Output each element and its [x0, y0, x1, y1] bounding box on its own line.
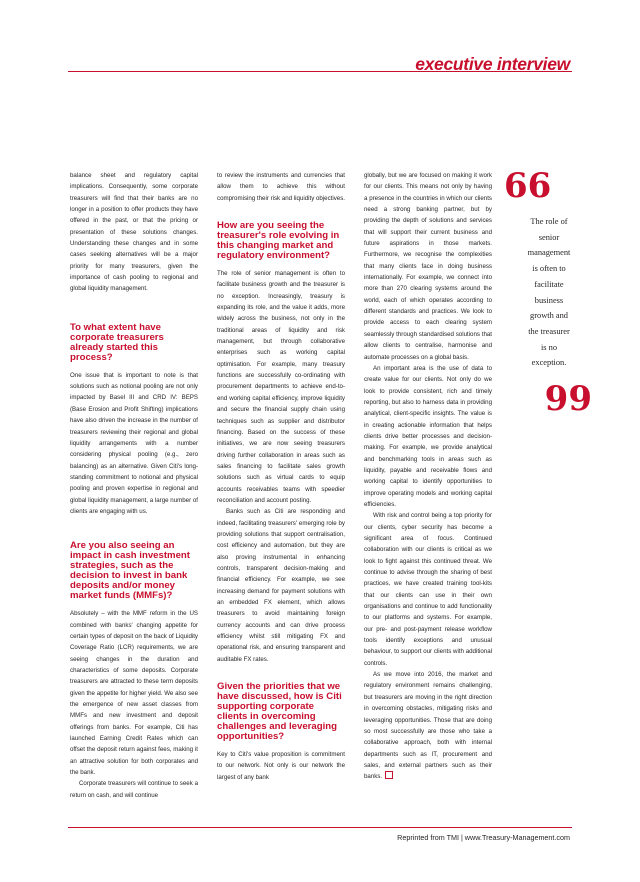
pull-quote-line: facilitate	[534, 279, 564, 289]
paragraph: Corporate treasurers will continue to seek a return on cash, and will continue	[70, 780, 198, 799]
footer-credit: Reprinted from TMI | www.Treasury-Management.com	[397, 833, 570, 842]
question-heading: To what extent have corporate treasurers already started this process?	[70, 321, 164, 363]
end-of-article-square-icon	[385, 771, 393, 779]
paragraph: Key to Citi's value proposition is commitment to our network. Not only is our network the largest of any bank	[217, 751, 345, 781]
paragraph: Banks such as Citi are responding and indeed, facilitating treasurers' emerging role by providing solutions that support centralisation, cost efficiency and automation, but they are also proving instrumental in enhancing controls, transparent decision-making and financial efficiency. For example, we see increasing demand for payment solutions with an embedded FX element, which allows treasurers to avoid maintaining foreign currency accounts and can drive process efficiency whilst still mitigating FX and operational risk, and ensuring transparent and auditable FX rates.	[217, 508, 345, 663]
paragraph: Absolutely – with the MMF reform in the US combined with banks' changing appetite for certain types of deposit on the back of Liquidity Coverage Ratio (LCR) requirements, we are seeing changes in the duration and characteristics of some deposits. Corporate treasurers are attracted to these term deposits given the appetite for higher yield. We also see the emergence of new asset classes from MMFs and new investment and deposit offerings from banks. For example, Citi has launched Earning Credit Rates which can offset the deposit return against fees, making it an attractive solution for both corporates and the bank.	[70, 610, 198, 777]
question-heading: How are you seeing the treasurer's role evolving in this changing market and regulatory environment?	[217, 220, 340, 262]
paragraph: The role of senior management is often to facilitate business growth and the treasurer is no exception. Increasingly, treasury is expanding its role, and the value it adds, more widely across the business, not only in the traditional areas of liquidity and risk management, but through collaborative enterprises such as working capital optimisation. For example, many treasury functions are successfully co-ordinating with procurement departments to achieve end-to-end working capital efficiency, improve liquidity and secure the financial supply chain using techniques such as supplier and distributor financing. Based on the success of these initiatives, we are now seeing treasurers driving further collaboration in areas such as sales financing to facilitate sales growth solutions such as virtual cards to equip accounts receivables teams with speedier reconciliation and account posting.	[217, 270, 345, 504]
close-quote-icon: 99	[544, 379, 592, 420]
paragraph: With risk and control being a top priority for our clients, cyber security has become a significant area of focus. Continued collaboration with our clients is critical as we look to fight against this continued threat. We continue to advise through the sharing of best practices, we have created training tool-kits that our clients can use in their own organisations and continue to add functionality to our platforms and systems. For example, our pre- and post-payment release workflow tools identify exceptions and unusual behaviour, to support our clients with additional controls.	[364, 512, 492, 667]
paragraph: globally, but we are focused on making it work for our clients. This means not only by having a presence in the countries in which our clients need a strong banking partner, but by providing the depth of solutions and services that will support their current business and future aspirations in those markets. Furthermore, we recognise the complexities that many clients face in doing business internationally. For example, we connect into more than 270 clearing systems around the world, each of which operates according to different standards and practices. We look to provide access to each clearing system seamlessly through standardised solutions that allow clients to centralise, harmonise and automate processes on a global basis.	[364, 172, 492, 361]
pull-quote-line: growth and	[530, 311, 568, 321]
article-column-2	[217, 170, 345, 783]
pull-quote-line: the treasurer	[528, 326, 570, 336]
paragraph: to review the instruments and currencies that allow them to achieve this without compromising their risk and liquidity objectives.	[217, 172, 345, 202]
paragraph-text: As we move into 2016, the market and regulatory environment remains challenging, but treasurers are moving in the right direction in overcoming obstacles, mitigating risks and leveraging opportunities. Those that are doing so most successfully are those who take a collaborative approach, both with internal departments such as IT, procurement and sales, and external partners such as their banks.	[364, 671, 492, 781]
question-heading: Are you also seeing an impact in cash investment strategies, such as the decision to invest in bank deposits and/or money market funds (MMFs)?	[70, 540, 190, 602]
pull-quote-line: business	[534, 295, 564, 305]
paragraph: One issue that is important to note is that solutions such as notional pooling are not only impacted by Basel III and CRD IV: BEPS (Base Erosion and Profit Shifting) implications have also driven the increase in the number of treasurers reviewing their regional and global liquidity arrangements with a number considering physical pooling (e.g., zero balancing) as an alternative. Given Citi's long-standing commitment to notional and physical pooling and proven expertise in regional and global liquidity management, a large number of clients are engaging with us.	[70, 371, 198, 515]
pull-quote-line: exception.	[531, 358, 567, 368]
paragraph: balance sheet and regulatory capital implications. Consequently, some corporate treasurers will find that their banks are no longer in a position to offer products they have offered in the past, or that the pricing or presentation of these solutions changes. Understanding these changes and in some cases seeking alternatives will be a major priority for many treasurers, given the importance of cash pooling to regional and global liquidity management.	[70, 172, 198, 293]
pull-quote	[504, 166, 592, 420]
paragraph: An important area is the use of data to create value for our clients. Not only do we look to provide consistent, rich and timely reporting, but also to harness data in providing analytical, client-specific insights. The value is in creating actionable information that helps clients drive better processes and decision-making. For example, we provide analytical and benchmarking tools in areas such as liquidity, payable and receivable flows and working capital to identify opportunities to improve operating models and working capital efficiencies.	[364, 364, 492, 508]
open-quote-icon: 66	[504, 166, 552, 206]
article-column-1	[70, 170, 198, 801]
section-title: executive interview	[415, 54, 570, 74]
paragraph-closing	[364, 669, 492, 782]
pull-quote-line: is no	[540, 342, 558, 352]
article-column-3	[364, 170, 492, 783]
pull-quote-line: senior	[538, 232, 560, 242]
footer-rule	[68, 827, 572, 828]
pull-quote-text	[514, 214, 584, 371]
pull-quote-line: management	[527, 248, 571, 258]
pull-quote-line: The role of	[530, 217, 568, 226]
question-heading: Given the priorities that we have discussed, how is Citi supporting corporate clients in overcoming challenges and leveraging opportunities?	[217, 681, 342, 743]
pull-quote-line: is often to	[532, 264, 566, 274]
